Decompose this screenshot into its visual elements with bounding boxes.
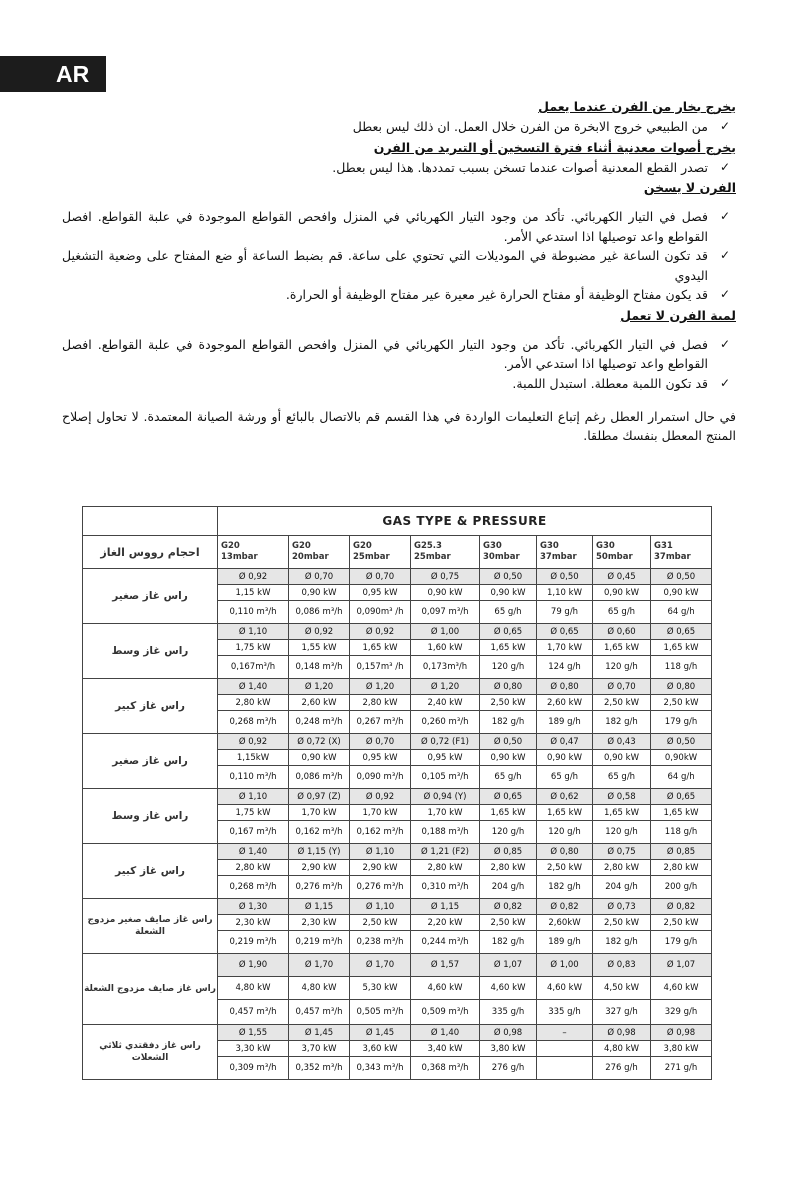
power-cell: 1,65 kW — [350, 640, 411, 656]
check-icon: ✓ — [719, 287, 730, 301]
nozzle-diameter-cell: Ø 0,70 — [593, 679, 651, 695]
nozzle-diameter-cell: Ø 0,92 — [350, 789, 411, 805]
power-cell: 1,65 kW — [651, 640, 712, 656]
nozzle-diameter-cell: Ø 0,75 — [411, 569, 480, 585]
power-cell: 5,30 kW — [350, 977, 411, 1000]
nozzle-diameter-cell: Ø 0,47 — [537, 734, 593, 750]
nozzle-diameter-cell: Ø 0,85 — [651, 844, 712, 860]
flow-rate-cell: 179 g/h — [651, 711, 712, 734]
nozzle-diameter-cell: Ø 1,20 — [411, 679, 480, 695]
table-row — [83, 954, 712, 977]
flow-rate-cell: 118 g/h — [651, 821, 712, 844]
flow-rate-cell: 0,343 m³/h — [350, 1057, 411, 1080]
power-cell: 0,90 kW — [593, 585, 651, 601]
flow-rate-cell: 0,244 m³/h — [411, 931, 480, 954]
flow-rate-cell: 120 g/h — [537, 821, 593, 844]
nozzle-diameter-cell: Ø 0,82 — [537, 899, 593, 915]
flow-rate-cell: 200 g/h — [651, 876, 712, 899]
power-cell: 0,90 kW — [289, 750, 350, 766]
flow-rate-cell: 65 g/h — [593, 601, 651, 624]
power-cell: 4,60 kW — [651, 977, 712, 1000]
section-heading-steam: يخرج بخار من الفرن عندما يعمل — [538, 99, 736, 114]
gas-type-pressure-table — [82, 506, 712, 1080]
gas-column-header — [651, 536, 712, 569]
nozzle-diameter-cell: Ø 1,40 — [218, 679, 289, 695]
flow-rate-cell: 65 g/h — [480, 766, 537, 789]
gas-column-header — [289, 536, 350, 569]
power-cell: 2,50 kW — [593, 915, 651, 931]
list-item: ✓ فصل في التيار الكهربائي. تأكد من وجود التيار الكهربائي في المنزل وافحص القواطع الموجودة في علبة القواطع. افصل القواطع واعد توصيلها اذا استدعي الأمر. — [62, 209, 730, 244]
flow-rate-cell: 0,260 m³/h — [411, 711, 480, 734]
nozzle-diameter-cell: Ø 0,83 — [593, 954, 651, 977]
flow-rate-cell: 329 g/h — [651, 1000, 712, 1025]
gas-type-label: G30 — [540, 541, 559, 551]
nozzle-diameter-cell: Ø 0,98 — [480, 1025, 537, 1041]
nozzle-diameter-cell: Ø 1,30 — [218, 899, 289, 915]
power-cell: 1,65 kW — [651, 805, 712, 821]
nozzle-diameter-cell: Ø 0,65 — [480, 789, 537, 805]
flow-rate-cell: 0,238 m³/h — [350, 931, 411, 954]
power-cell: 0,95 kW — [411, 750, 480, 766]
nozzle-diameter-cell: Ø 0,94 (Y) — [411, 789, 480, 805]
flow-rate-cell: 0,162 m³/h — [289, 821, 350, 844]
power-cell: 2,60 kW — [537, 695, 593, 711]
power-cell: 0,90 kW — [411, 585, 480, 601]
power-cell: 2,80 kW — [218, 860, 289, 876]
gas-pressure-label: 30mbar — [483, 552, 520, 562]
check-icon: ✓ — [719, 375, 730, 390]
power-cell: 3,60 kW — [350, 1041, 411, 1057]
flow-rate-cell: 120 g/h — [593, 821, 651, 844]
flow-rate-cell: 120 g/h — [593, 656, 651, 679]
nozzle-diameter-cell: Ø 0,45 — [593, 569, 651, 585]
gas-column-header — [593, 536, 651, 569]
power-cell: 1,75 kW — [218, 805, 289, 821]
power-cell: 2,50 kW — [651, 915, 712, 931]
nozzle-diameter-cell: Ø 0,65 — [651, 789, 712, 805]
nozzle-diameter-cell: Ø 0,58 — [593, 789, 651, 805]
power-cell: 3,70 kW — [289, 1041, 350, 1057]
list-item: ✓ فصل في التيار الكهربائي. تأكد من وجود التيار الكهربائي في المنزل وافحص القواطع الموجودة في علبة القواطع. افصل القواطع واعد توصيلها اذا استدعي الأمر. — [62, 336, 730, 371]
power-cell — [537, 1041, 593, 1057]
flow-rate-cell: 182 g/h — [480, 931, 537, 954]
power-cell: 1,65 kW — [537, 805, 593, 821]
power-cell: 2,60 kW — [289, 695, 350, 711]
power-cell: 4,80 kW — [289, 977, 350, 1000]
power-cell: 0,90 kW — [289, 585, 350, 601]
flow-rate-cell: 0,310 m³/h — [411, 876, 480, 899]
no-heat-list — [62, 207, 736, 305]
burner-name: راس غاز وسط — [83, 624, 218, 679]
flow-rate-cell: 182 g/h — [593, 931, 651, 954]
nozzle-diameter-cell: Ø 0,80 — [537, 844, 593, 860]
power-cell: 0,95 kW — [350, 585, 411, 601]
power-cell: 0,90 kW — [651, 585, 712, 601]
flow-rate-cell: 0,268 m³/h — [218, 711, 289, 734]
flow-rate-cell: 64 g/h — [651, 766, 712, 789]
gas-type-label: G20 — [221, 541, 240, 551]
power-cell: 4,60 kW — [411, 977, 480, 1000]
power-cell: 1,65 kW — [480, 640, 537, 656]
nozzle-diameter-cell: Ø 0,50 — [651, 569, 712, 585]
flow-rate-cell: 0,086 m³/h — [289, 766, 350, 789]
burner-size-header: احجام رووس الغاز — [83, 536, 218, 569]
flow-rate-cell: 182 g/h — [480, 711, 537, 734]
nozzle-diameter-cell: Ø 1,00 — [411, 624, 480, 640]
flow-rate-cell: 0,219 m³/h — [289, 931, 350, 954]
flow-rate-cell: 182 g/h — [537, 876, 593, 899]
nozzle-diameter-cell: Ø 0,82 — [651, 899, 712, 915]
flow-rate-cell: 0,309 m³/h — [218, 1057, 289, 1080]
flow-rate-cell: 120 g/h — [480, 656, 537, 679]
flow-rate-cell: 0,457 m³/h — [289, 1000, 350, 1025]
nozzle-diameter-cell: Ø 1,20 — [350, 679, 411, 695]
power-cell: 4,50 kW — [593, 977, 651, 1000]
nozzle-diameter-cell: Ø 0,62 — [537, 789, 593, 805]
power-cell: 0,95 kW — [350, 750, 411, 766]
nozzle-diameter-cell: Ø 0,65 — [480, 624, 537, 640]
nozzle-diameter-cell: Ø 1,15 (Y) — [289, 844, 350, 860]
burner-name: راس غاز كبير — [83, 679, 218, 734]
power-cell: 1,65 kW — [593, 805, 651, 821]
power-cell: 1,15kW — [218, 750, 289, 766]
table-row — [83, 624, 712, 640]
table-row — [83, 734, 712, 750]
flow-rate-cell: 0,148 m³/h — [289, 656, 350, 679]
flow-rate-cell: 204 g/h — [480, 876, 537, 899]
table-row — [83, 844, 712, 860]
power-cell: 1,55 kW — [289, 640, 350, 656]
power-cell: 4,60 kW — [480, 977, 537, 1000]
nozzle-diameter-cell: Ø 1,20 — [289, 679, 350, 695]
gas-pressure-label: 37mbar — [540, 552, 577, 562]
nozzle-diameter-cell: Ø 1,70 — [350, 954, 411, 977]
flow-rate-cell: 65 g/h — [537, 766, 593, 789]
power-cell: 2,30 kW — [218, 915, 289, 931]
nozzle-diameter-cell: Ø 0,92 — [350, 624, 411, 640]
nozzle-diameter-cell: Ø 1,10 — [350, 844, 411, 860]
nozzle-diameter-cell: Ø 1,57 — [411, 954, 480, 977]
nozzle-diameter-cell: Ø 1,07 — [480, 954, 537, 977]
flow-rate-cell: 271 g/h — [651, 1057, 712, 1080]
flow-rate-cell: 0,110 m³/h — [218, 766, 289, 789]
flow-rate-cell: 0,457 m³/h — [218, 1000, 289, 1025]
nozzle-diameter-cell: Ø 1,55 — [218, 1025, 289, 1041]
nozzle-diameter-cell: Ø 1,21 (F2) — [411, 844, 480, 860]
nozzle-diameter-cell: Ø 1,40 — [411, 1025, 480, 1041]
power-cell: 2,50 kW — [480, 695, 537, 711]
power-cell: 2,90 kW — [350, 860, 411, 876]
nozzle-diameter-cell: Ø 0,75 — [593, 844, 651, 860]
flow-rate-cell: 276 g/h — [593, 1057, 651, 1080]
power-cell: 1,15 kW — [218, 585, 289, 601]
gas-pressure-label: 50mbar — [596, 552, 633, 562]
nozzle-diameter-cell: Ø 1,45 — [289, 1025, 350, 1041]
flow-rate-cell: 182 g/h — [593, 711, 651, 734]
power-cell: 2,80 kW — [651, 860, 712, 876]
flow-rate-cell: 0,267 m³/h — [350, 711, 411, 734]
power-cell: 2,30 kW — [289, 915, 350, 931]
flow-rate-cell: 124 g/h — [537, 656, 593, 679]
flow-rate-cell: 0,110 m³/h — [218, 601, 289, 624]
nozzle-diameter-cell: Ø 1,07 — [651, 954, 712, 977]
gas-column-header — [480, 536, 537, 569]
gas-type-label: G25.3 — [414, 541, 442, 551]
flow-rate-cell: 0,276 m³/h — [289, 876, 350, 899]
power-cell: 0,90 kW — [593, 750, 651, 766]
flow-rate-cell: 0,167 m³/h — [218, 821, 289, 844]
flow-rate-cell: 0,188 m³/h — [411, 821, 480, 844]
flow-rate-cell: 335 g/h — [537, 1000, 593, 1025]
nozzle-diameter-cell: Ø 0,50 — [651, 734, 712, 750]
nozzle-diameter-cell: Ø 0,43 — [593, 734, 651, 750]
nozzle-diameter-cell: Ø 0,85 — [480, 844, 537, 860]
power-cell: 3,80 kW — [651, 1041, 712, 1057]
nozzle-diameter-cell: Ø 0,60 — [593, 624, 651, 640]
power-cell: 2,80 kW — [218, 695, 289, 711]
section-heading-metal-noise: يخرج أصوات معدنية أثناء فترة التسخين أو التبريد من الفرن — [373, 139, 736, 155]
nozzle-diameter-cell: Ø 0,50 — [480, 734, 537, 750]
flow-rate-cell: 204 g/h — [593, 876, 651, 899]
flow-rate-cell: 0,090 m³/h — [350, 766, 411, 789]
power-cell: 2,40 kW — [411, 695, 480, 711]
gas-type-label: G30 — [596, 541, 615, 551]
power-cell: 2,50 kW — [350, 915, 411, 931]
nozzle-diameter-cell: Ø 0,97 (Z) — [289, 789, 350, 805]
nozzle-diameter-cell: Ø 0,73 — [593, 899, 651, 915]
troubleshooting-text — [62, 96, 736, 445]
burner-name: راس غاز دفقتدي ثلاثي الشعلات — [83, 1025, 218, 1080]
closing-note: في حال استمرار العطل رغم إتباع التعليمات الواردة في هذا القسم قم بالاتصال بالبائع أو ورشة الصيانة المعتمدة. لا تحاول إصلاح المنتج المعطل بنفسك مطلقا. — [62, 409, 736, 443]
lamp-list — [62, 335, 736, 394]
flow-rate-cell: 120 g/h — [480, 821, 537, 844]
burner-name: راس غاز صغير — [83, 569, 218, 624]
language-tab: AR — [0, 56, 106, 92]
list-item: ✓ قد تكون الساعة غير مضبوطة في الموديلات التي تحتوي على ساعة. قم بضبط الساعة أو ضع المفتاح على وضعية التشغيل اليدوي — [62, 248, 730, 283]
flow-rate-cell: 0,352 m³/h — [289, 1057, 350, 1080]
flow-rate-cell: 335 g/h — [480, 1000, 537, 1025]
flow-rate-cell: 64 g/h — [651, 601, 712, 624]
gas-pressure-label: 25mbar — [414, 552, 451, 562]
nozzle-diameter-cell: Ø 1,70 — [289, 954, 350, 977]
nozzle-diameter-cell: Ø 0,72 (F1) — [411, 734, 480, 750]
flow-rate-cell: 189 g/h — [537, 711, 593, 734]
list-item: ✓ من الطبيعي خروج الابخرة من الفرن خلال العمل. ان ذلك ليس بعطل — [62, 117, 736, 137]
flow-rate-cell: 0,097 m³/h — [411, 601, 480, 624]
flow-rate-cell: 0,086 m³/h — [289, 601, 350, 624]
power-cell: 2,80 kW — [350, 695, 411, 711]
list-item: ✓ قد تكون اللمبة معطلة. استبدل اللمبة. — [62, 374, 736, 394]
table-row — [83, 679, 712, 695]
flow-rate-cell: 179 g/h — [651, 931, 712, 954]
table-row — [83, 899, 712, 915]
table-row — [83, 789, 712, 805]
gas-column-header — [218, 536, 289, 569]
flow-rate-cell: 276 g/h — [480, 1057, 537, 1080]
check-icon: ✓ — [719, 159, 730, 174]
nozzle-diameter-cell: Ø 0,65 — [537, 624, 593, 640]
power-cell: 2,50 kW — [651, 695, 712, 711]
power-cell: 4,80 kW — [218, 977, 289, 1000]
table-corner — [83, 507, 218, 536]
gas-column-header — [411, 536, 480, 569]
nozzle-diameter-cell: Ø 0,70 — [350, 734, 411, 750]
power-cell: 1,70 kW — [537, 640, 593, 656]
nozzle-diameter-cell: Ø 1,10 — [218, 789, 289, 805]
nozzle-diameter-cell: Ø 0,80 — [480, 679, 537, 695]
check-icon: ✓ — [719, 336, 730, 351]
burner-name: راس غاز كبير — [83, 844, 218, 899]
nozzle-diameter-cell: Ø 0,98 — [651, 1025, 712, 1041]
steam-list — [62, 117, 736, 137]
flow-rate-cell: 0,219 m³/h — [218, 931, 289, 954]
power-cell: 1,70 kW — [289, 805, 350, 821]
power-cell: 0,90kW — [651, 750, 712, 766]
nozzle-diameter-cell: Ø 0,92 — [218, 569, 289, 585]
nozzle-diameter-cell: Ø 0,70 — [350, 569, 411, 585]
section-heading-lamp: لمبة الفرن لا تعمل — [620, 307, 736, 323]
flow-rate-cell: 0,268 m³/h — [218, 876, 289, 899]
gas-type-label: G30 — [483, 541, 502, 551]
power-cell: 1,70 kW — [350, 805, 411, 821]
nozzle-diameter-cell: Ø 0,50 — [537, 569, 593, 585]
gas-pressure-label: 20mbar — [292, 552, 329, 562]
check-icon: ✓ — [719, 248, 730, 262]
power-cell: 4,60 kW — [537, 977, 593, 1000]
table-row — [83, 1025, 712, 1041]
list-item: ✓ قد يكون مفتاح الوظيفة أو مفتاح الحرارة غير معيرة عير مفتاح الوظيفة أو الحرارة. — [62, 285, 736, 305]
nozzle-diameter-cell: – — [537, 1025, 593, 1041]
nozzle-diameter-cell: Ø 0,70 — [289, 569, 350, 585]
gas-column-header — [350, 536, 411, 569]
table-title: GAS TYPE & PRESSURE — [218, 507, 712, 536]
power-cell: 2,80 kW — [411, 860, 480, 876]
nozzle-diameter-cell: Ø 1,10 — [350, 899, 411, 915]
nozzle-diameter-cell: Ø 0,92 — [289, 624, 350, 640]
nozzle-diameter-cell: Ø 0,80 — [537, 679, 593, 695]
power-cell: 2,60kW — [537, 915, 593, 931]
power-cell: 2,20 kW — [411, 915, 480, 931]
power-cell: 3,30 kW — [218, 1041, 289, 1057]
flow-rate-cell: 118 g/h — [651, 656, 712, 679]
flow-rate-cell: 65 g/h — [593, 766, 651, 789]
power-cell: 1,60 kW — [411, 640, 480, 656]
nozzle-diameter-cell: Ø 0,82 — [480, 899, 537, 915]
nozzle-diameter-cell: Ø 1,45 — [350, 1025, 411, 1041]
flow-rate-cell: 0,157m³ /h — [350, 656, 411, 679]
nozzle-diameter-cell: Ø 1,00 — [537, 954, 593, 977]
table-row — [83, 569, 712, 585]
flow-rate-cell: 65 g/h — [480, 601, 537, 624]
power-cell: 2,50 kW — [480, 915, 537, 931]
flow-rate-cell: 0,105 m³/h — [411, 766, 480, 789]
power-cell: 1,65 kW — [480, 805, 537, 821]
check-icon: ✓ — [719, 209, 730, 223]
metal-noise-list — [62, 158, 736, 178]
power-cell: 1,70 kW — [411, 805, 480, 821]
power-cell: 2,90 kW — [289, 860, 350, 876]
nozzle-diameter-cell: Ø 1,90 — [218, 954, 289, 977]
nozzle-diameter-cell: Ø 1,10 — [218, 624, 289, 640]
power-cell: 3,80 kW — [480, 1041, 537, 1057]
flow-rate-cell: 0,162 m³/h — [350, 821, 411, 844]
power-cell: 2,50 kW — [593, 695, 651, 711]
power-cell: 0,90 kW — [480, 585, 537, 601]
gas-pressure-label: 37mbar — [654, 552, 691, 562]
burner-name: راس غاز صايف مزدوج الشعلة — [83, 954, 218, 1025]
check-icon: ✓ — [719, 119, 730, 133]
power-cell: 1,75 kW — [218, 640, 289, 656]
gas-pressure-label: 25mbar — [353, 552, 390, 562]
flow-rate-cell: 0,505 m³/h — [350, 1000, 411, 1025]
flow-rate-cell: 0,276 m³/h — [350, 876, 411, 899]
nozzle-diameter-cell: Ø 1,15 — [411, 899, 480, 915]
power-cell: 2,80 kW — [593, 860, 651, 876]
flow-rate-cell: 0,167m³/h — [218, 656, 289, 679]
flow-rate-cell — [537, 1057, 593, 1080]
nozzle-diameter-cell: Ø 1,15 — [289, 899, 350, 915]
power-cell: 2,50 kW — [537, 860, 593, 876]
power-cell: 0,90 kW — [537, 750, 593, 766]
gas-type-label: G20 — [292, 541, 311, 551]
flow-rate-cell: 0,368 m³/h — [411, 1057, 480, 1080]
nozzle-diameter-cell: Ø 0,72 (X) — [289, 734, 350, 750]
flow-rate-cell: 327 g/h — [593, 1000, 651, 1025]
nozzle-diameter-cell: Ø 0,50 — [480, 569, 537, 585]
nozzle-diameter-cell: Ø 1,40 — [218, 844, 289, 860]
power-cell: 1,10 kW — [537, 585, 593, 601]
gas-pressure-label: 13mbar — [221, 552, 258, 562]
gas-type-label: G20 — [353, 541, 372, 551]
gas-column-header — [537, 536, 593, 569]
burner-name: راس غاز وسط — [83, 789, 218, 844]
power-cell: 2,80 kW — [480, 860, 537, 876]
gas-type-label: G31 — [654, 541, 673, 551]
power-cell: 4,80 kW — [593, 1041, 651, 1057]
nozzle-diameter-cell: Ø 0,65 — [651, 624, 712, 640]
burner-name: راس غاز صايف صغير مزدوج الشعلة — [83, 899, 218, 954]
list-item: ✓ تصدر القطع المعدنية أصوات عندما تسخن بسبب تمددها. هذا ليس بعطل. — [62, 158, 736, 178]
flow-rate-cell: 79 g/h — [537, 601, 593, 624]
nozzle-diameter-cell: Ø 0,80 — [651, 679, 712, 695]
power-cell: 3,40 kW — [411, 1041, 480, 1057]
power-cell: 1,65 kW — [593, 640, 651, 656]
nozzle-diameter-cell: Ø 0,98 — [593, 1025, 651, 1041]
power-cell: 0,90 kW — [480, 750, 537, 766]
flow-rate-cell: 189 g/h — [537, 931, 593, 954]
burner-name: راس غاز صغير — [83, 734, 218, 789]
nozzle-diameter-cell: Ø 0,92 — [218, 734, 289, 750]
flow-rate-cell: 0,509 m³/h — [411, 1000, 480, 1025]
flow-rate-cell: 0,173m³/h — [411, 656, 480, 679]
flow-rate-cell: 0,090m³ /h — [350, 601, 411, 624]
flow-rate-cell: 0,248 m³/h — [289, 711, 350, 734]
section-heading-no-heat: الفرن لا يسخن — [643, 180, 736, 195]
